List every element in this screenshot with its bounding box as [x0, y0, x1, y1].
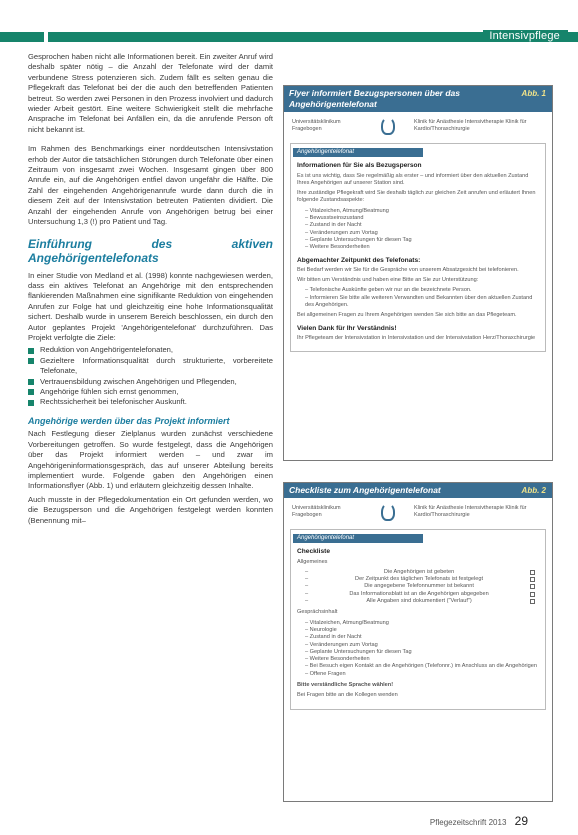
header-accent: [0, 32, 44, 42]
figure-header: [284, 86, 552, 112]
list-item: – Vitalzeichen, Atmung/Beatmung: [305, 208, 539, 215]
checklist-note: Bitte verständliche Sprache wählen!: [297, 682, 394, 689]
figure-title: Checkliste zum Angehörigentelefonat: [289, 485, 441, 495]
checklist-subheading: Gesprächsinhalt: [297, 609, 338, 616]
list-item: Gezieltere Informationsqualität durch strukturierte, vorbereitete Telefonate,: [28, 356, 273, 377]
flyer-heading: Abgemachter Zeitpunkt des Telefonats:: [297, 256, 421, 264]
list-item: Angehörige fühlen sich ernst genommen,: [28, 387, 273, 397]
flyer-text: Es ist uns wichtig, dass Sie regelmäßig als erster – und informiert über den aktuellen Zustand Ihres Angehörigen auf unserer Station sind.: [297, 172, 529, 186]
checklist-item: [305, 583, 535, 590]
checklist-content: [290, 529, 546, 710]
figure-checklist: [283, 482, 553, 802]
logo-row: [284, 112, 552, 140]
checkbox[interactable]: [530, 570, 535, 575]
checkbox[interactable]: [530, 599, 535, 604]
section-heading: Einführung des aktiven Angehörigentelefonats: [28, 236, 273, 265]
checkbox[interactable]: [530, 577, 535, 582]
list-item: – Bewusstseinszustand: [305, 215, 539, 222]
list-item: – Weitere Besonderheiten: [305, 244, 539, 251]
list-item: – Vitalzeichen, Atmung/Beatmung: [305, 620, 539, 627]
figure-header: [284, 483, 552, 498]
checkbox[interactable]: [530, 592, 535, 597]
flyer-text: Bei Bedarf werden wir Sie für die Gespräche von unserem Absatzgesicht bei telefonieren.: [297, 266, 519, 273]
flyer-content: [290, 143, 546, 352]
paragraph: Gesprochen haben nicht alle Informationen bereit. Ein zweiter Anruf wird deshalb später nötig – die Anzahl der Telefonate wird der damit verbundene Stress potenzieren sich. Zudem fällt es selten genau die Pflegekraft das Telefonat bei der die auch den betreffenden Patienten betreut. So werden zwei Personen in den Prozess involviert und dadurch wieder Arbeit gestört. Eine weitere Schwierigkeit stellt die mehrfache Ansprache im Telefonat bei Anfällen ein, da die anrufende Person oft nicht bekannt ist.: [28, 52, 273, 134]
checklist-label: – Das Informationsblatt ist an die Angehörigen abgegeben: [349, 590, 489, 597]
checklist-label: – Die angegebene Telefonnummer ist bekannt: [364, 583, 474, 590]
list-item: – Geplante Untersuchungen für diesen Tag: [305, 649, 539, 656]
checklist-label: – Die Angehörigen ist gebeten: [383, 568, 455, 575]
list-item: Rechtssicherheit bei telefonischer Auskunft.: [28, 397, 273, 407]
list-item: – Neurologie: [305, 627, 539, 634]
list-item: Vertrauensbildung zwischen Angehörigen und Pflegenden,: [28, 377, 273, 387]
list-item: Reduktion von Angehörigentelefonaten,: [28, 345, 273, 355]
checklist-heading: Checkliste: [297, 548, 330, 556]
flyer-list: [305, 287, 539, 309]
page-footer: [430, 814, 528, 828]
list-item: – Veränderungen zum Vortag: [305, 230, 539, 237]
department-name: Klinik für Anästhesie Intensivtherapie Klinik für Kardio/Thoraxchirurgie: [414, 119, 527, 132]
list-item: – Offene Fragen: [305, 671, 539, 678]
list-item: – Geplante Untersuchungen für diesen Tag: [305, 237, 539, 244]
list-item: – Telefonische Auskünfte geben wir nur an die bezeichnete Person.: [305, 287, 539, 294]
flyer-text: Wir bitten um Verständnis und haben eine Bitte an Sie zur Unterstützung:: [297, 277, 479, 284]
department-name: Klinik für Anästhesie Intensivtherapie Klinik für Kardio/Thoraxchirurgie: [414, 505, 527, 518]
checklist-label: – Der Zeitpunkt des täglichen Telefonats ist festgelegt: [355, 576, 484, 583]
journal-name: Pflegezeitschrift 2013: [429, 818, 507, 827]
paragraph: Nach Festlegung dieser Zielplanus wurden zunächst verschiedene Vorbereitungen getroffen. So wurde festgelegt, dass die Angehörigen über das Projekt informiert werden – und zwar im Angehörigeninformationsgespräch, das auf unserer Abteilung bereits implementiert wurde. Folgende gaben den Angehörigen einen Informationsflyer (Abb. 1) und erläutern gleichzeitig dessen Inhalte.: [28, 429, 273, 491]
checklist-label: – Alle Angaben sind dokumentiert ("Verlauf"): [366, 598, 472, 605]
flyer-heading: Vielen Dank für Ihr Verständnis!: [297, 324, 397, 332]
paragraph: Im Rahmen des Benchmarkings einer norddeutschen Intensivstation erhob der Autor die tatsächlichen Störungen durch Telefonate über einen Zeitraum von insgesamt zwei Wochen. Insgesamt gingen über 800 Anrufe ein, auf die Angehörigen entfiel davon ungefähr die Hälfte. Die Zahl der eingehenden Angehörigenanrufe wurde dann durch die in diesem Zeit auf der Intensivstation betreuten Patienten dividiert. Die Anzahl der eingehenden Anrufe von Angehörigen betrug bei einer Untersuchung 1,3 (!) pro Patient und Tag.: [28, 144, 273, 227]
flyer-text: Ihre zuständige Pflegekraft wird Sie deshalb täglich zur gleichen Zeit anrufen und erläutert Ihnen folgende Zustandsaspekte:: [297, 190, 536, 204]
checklist-items: [305, 569, 535, 605]
checklist-item: [305, 569, 535, 576]
flyer-text: Bei allgemeinen Fragen zu Ihrem Angehörigen wenden Sie sich bitte an das Pflegeteam.: [297, 312, 517, 319]
section-title: Intensivpflege: [483, 30, 568, 42]
checklist-subheading: Allgemeines: [297, 558, 328, 565]
flyer-bar: Angehörigentelefonat: [293, 148, 423, 157]
list-item: – Zustand in der Nacht: [305, 634, 539, 641]
article-column: [28, 52, 273, 535]
clinic-logo-icon: [381, 503, 395, 521]
list-item: – Veränderungen zum Vortag: [305, 642, 539, 649]
paragraph: Auch musste in der Pflegedokumentation ein Ort gefunden werden, wo die Bezugsperson und die Angehörigen festgelegt werden konnten (Benennung mit–: [28, 494, 273, 525]
page-number: 29: [514, 814, 528, 828]
checklist-item: [305, 598, 535, 605]
clinic-name: Universitätsklinikum Fragebogen: [292, 119, 341, 132]
checkbox[interactable]: [530, 584, 535, 589]
content-items: [305, 620, 539, 678]
clinic-logo-icon: [381, 117, 395, 135]
figure-number: Abb. 1: [521, 89, 546, 98]
checklist-bar: Angehörigentelefonat: [293, 534, 423, 543]
flyer-list: [305, 208, 539, 252]
checklist-item: [305, 576, 535, 583]
checklist-item: [305, 591, 535, 598]
figure-flyer: [283, 85, 553, 461]
clinic-name: Universitätsklinikum Fragebogen: [292, 505, 341, 518]
flyer-text: Ihr Pflegeteam der Intensivstation in Intensivstation und der Intensivstation Herz/Thoraxchirurgie: [297, 334, 536, 341]
list-item: – Bei Besuch eigen Kontakt an die Angehörigen (Telefonnr.) im Anschluss an die Angehörigen: [305, 663, 539, 670]
logo-row: [284, 498, 552, 526]
figure-title: Flyer informiert Bezugspersonen über das Angehörigentelefonat: [289, 88, 460, 109]
subheading: Angehörige werden über das Projekt informiert: [28, 415, 230, 426]
figure-number: Abb. 2: [521, 486, 546, 495]
list-item: – Weitere Besonderheiten: [305, 656, 539, 663]
list-item: – Zustand in der Nacht: [305, 222, 539, 229]
checklist-note: Bei Fragen bitte an die Kollegen wenden: [297, 692, 398, 699]
goals-list: [28, 345, 273, 407]
list-item: – Informieren Sie bitte alle weiteren Verwandten und Bekannten über den aktuellen Zustand des Angehörigen.: [305, 295, 539, 310]
paragraph: In einer Studie von Medland et al. (1998) konnte nachgewiesen werden, dass ein aktives Telefonat an Angehörige mit den entsprechenden flankierenden Maßnahmen eine signifikante Reduktion von eingehenden Anrufen zur Folge hat und gleichzeitig eine hohe Informationsqualität sichert. Deshalb wurde in unserem Bereich beschlossen, ein durch den Autor geplantes Projekt 'Angehörigentelefonat' durchzuführen. Das Projekt verfolgte die Ziele:: [28, 270, 273, 342]
flyer-heading: Informationen für Sie als Bezugsperson: [297, 162, 422, 170]
